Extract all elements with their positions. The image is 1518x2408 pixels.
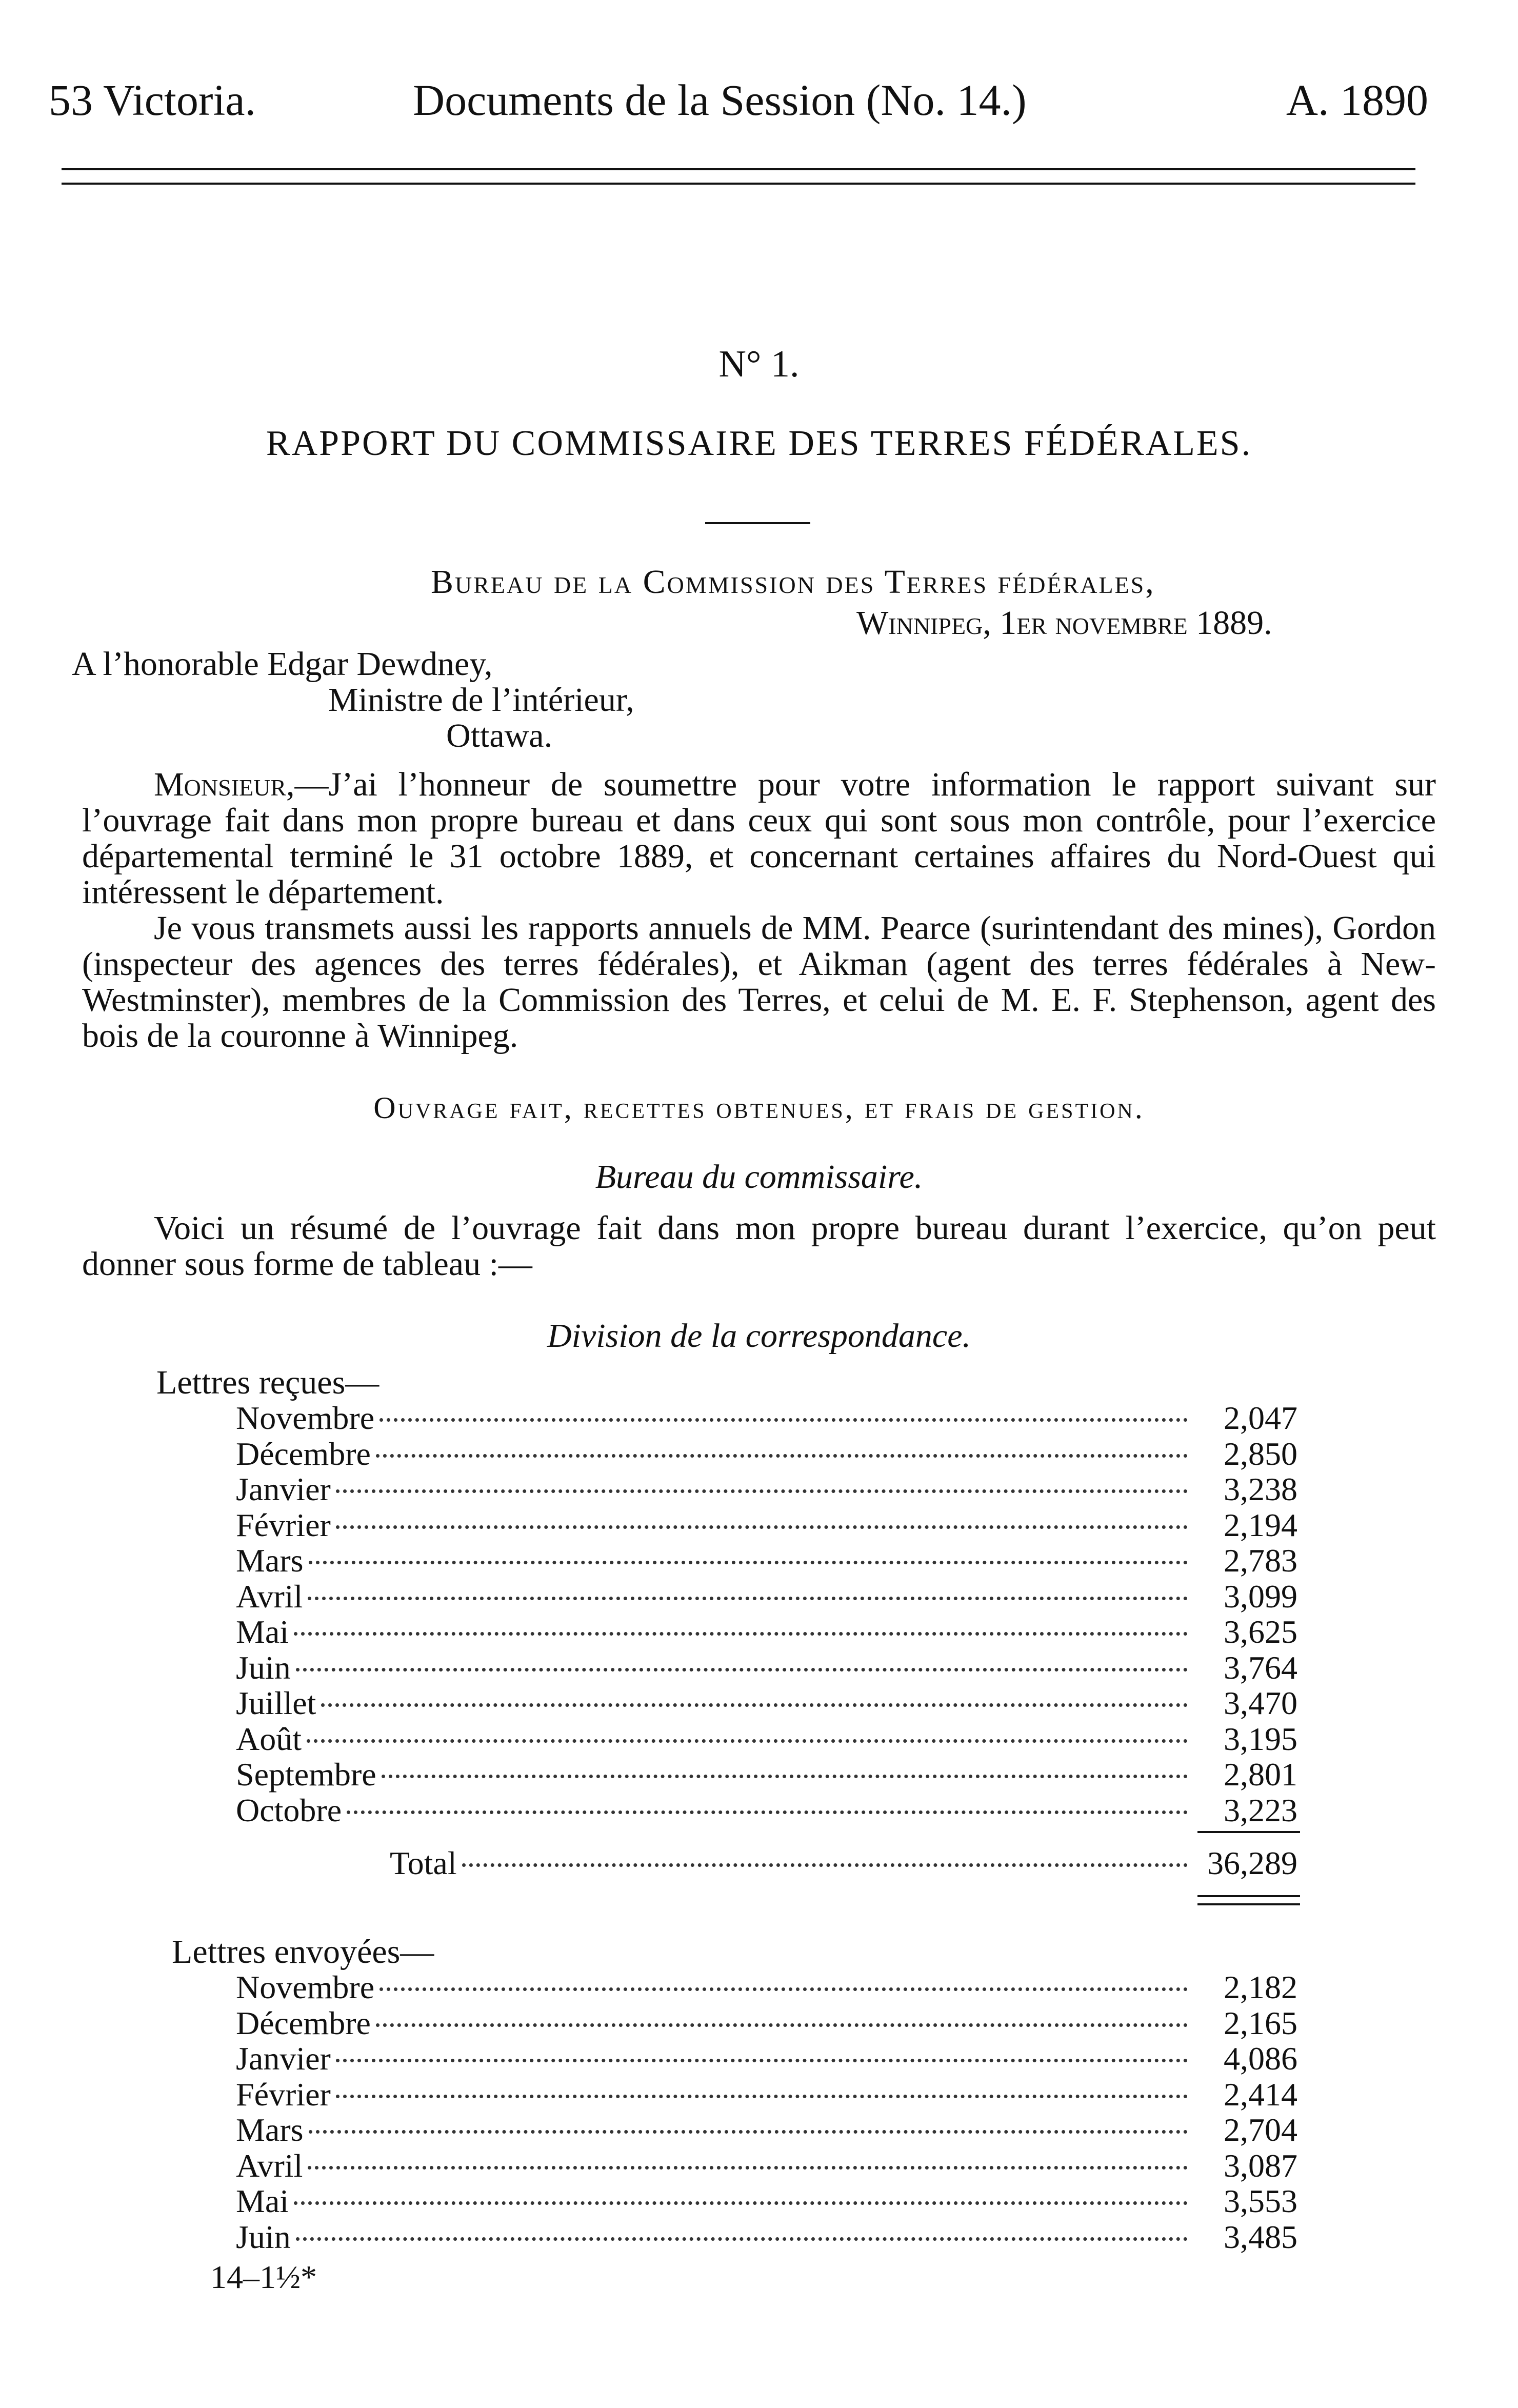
total-label: Total	[390, 1845, 457, 1881]
row-count: 3,223	[1224, 1792, 1297, 1828]
table-row	[236, 2005, 1297, 2041]
row-month: Novembre	[236, 1969, 375, 2005]
row-month: Mai	[236, 2183, 289, 2219]
table-row	[236, 1793, 1297, 1828]
row-month: Septembre	[236, 1756, 376, 1793]
total-top-rule	[1197, 1831, 1300, 1833]
leader-dots	[382, 1775, 1188, 1778]
row-count: 2,047	[1224, 1400, 1297, 1436]
division-heading: Division de la correspondance.	[547, 1317, 971, 1355]
addressee-name: A l’honorable Edgar Dewdney,	[72, 645, 493, 683]
row-month: Juin	[236, 2218, 291, 2255]
table-row	[236, 1579, 1297, 1615]
table-row	[236, 1757, 1297, 1793]
report-title: RAPPORT DU COMMISSAIRE DES TERRES FÉDÉRALES.	[266, 424, 1252, 463]
row-month: Janvier	[236, 2040, 331, 2077]
leader-dots	[376, 1454, 1188, 1458]
row-month: Février	[236, 1506, 331, 1543]
section-heading: Ouvrage fait, recettes obtenues, et frais de gestion.	[373, 1091, 1145, 1125]
row-count: 2,783	[1224, 1542, 1297, 1579]
leader-dots	[308, 1597, 1188, 1600]
row-month: Août	[236, 1720, 302, 1757]
table-row	[236, 1721, 1297, 1757]
leader-dots	[296, 2237, 1188, 2241]
table-row	[236, 1507, 1297, 1543]
row-count: 3,553	[1224, 2183, 1297, 2219]
sender-office: Bureau de la Commission des Terres fédérales,	[431, 563, 1155, 601]
section-paragraph: Voici un résumé de l’ouvrage fait dans mon propre bureau durant l’exercice, qu’on peut donner sous forme de tableau :—	[82, 1209, 1436, 1283]
row-count: 2,801	[1224, 1756, 1297, 1793]
row-month: Octobre	[236, 1792, 342, 1828]
sender-place-date-text: Winnipeg, 1er novembre 1889.	[856, 604, 1272, 642]
row-count: 3,087	[1224, 2147, 1297, 2184]
letter-paragraph-2: Je vous transmets aussi les rapports annuels de MM. Pearce (surintendant des mines), Gordon (inspecteur des agences des terres fédérales), et Aikman (agent des terres fédérales à New-Westminster), membres de la Commission des Terres, et celui de M. E. F. Stephenson, agent des bois de la couronne à Winnipeg.	[82, 909, 1436, 1054]
row-month: Avril	[236, 2147, 303, 2184]
leader-dots	[321, 1703, 1188, 1707]
row-count: 2,704	[1224, 2112, 1297, 2148]
total-double-rule	[1197, 1895, 1300, 1905]
running-header-right: A. 1890	[1286, 75, 1428, 125]
row-count: 2,414	[1224, 2076, 1297, 2113]
leader-dots	[296, 1668, 1188, 1671]
leader-dots	[307, 1739, 1188, 1743]
sender-place-date	[856, 603, 1272, 644]
running-header	[49, 72, 1428, 128]
row-count: 2,194	[1224, 1506, 1297, 1543]
table-row	[236, 1614, 1297, 1650]
row-month: Janvier	[236, 1471, 331, 1507]
running-header-left: 53 Victoria.	[49, 75, 256, 125]
row-count: 2,165	[1224, 2004, 1297, 2041]
leader-dots	[309, 1561, 1188, 1564]
letters-sent-label: Lettres envoyées—	[172, 1933, 434, 1971]
row-count: 3,238	[1224, 1471, 1297, 1507]
table-row	[236, 1969, 1297, 2005]
row-month: Avril	[236, 1578, 303, 1615]
section-subheading: Bureau du commissaire.	[595, 1158, 923, 1196]
document-number: N° 1.	[718, 343, 800, 385]
table-row	[236, 2219, 1297, 2255]
letters-received-total-row	[390, 1844, 1297, 1882]
row-month: Février	[236, 2076, 331, 2113]
row-count: 3,470	[1224, 1685, 1297, 1721]
leader-dots	[294, 2201, 1188, 2205]
table-row	[236, 2183, 1297, 2219]
table-row	[236, 1471, 1297, 1507]
leader-dots	[376, 2023, 1188, 2027]
row-count: 4,086	[1224, 2040, 1297, 2077]
table-row	[236, 1543, 1297, 1579]
addressee-city: Ottawa.	[446, 717, 553, 754]
row-count: 2,182	[1224, 1969, 1297, 2005]
row-count: 3,625	[1224, 1614, 1297, 1650]
leader-dots	[336, 1489, 1188, 1493]
leader-dots	[336, 2095, 1188, 2098]
signature-mark: 14–1½*	[210, 2259, 317, 2295]
row-count: 2,850	[1224, 1435, 1297, 1472]
row-month: Mars	[236, 1542, 304, 1579]
letter-paragraph-1	[82, 767, 1436, 910]
table-row	[236, 2041, 1297, 2077]
leader-dots	[462, 1863, 1188, 1867]
row-month: Juin	[236, 1649, 291, 1686]
total-value: 36,289	[1207, 1845, 1297, 1881]
leader-dots	[380, 1987, 1188, 1991]
row-month: Mars	[236, 2112, 304, 2148]
row-month: Novembre	[236, 1400, 375, 1436]
table-row	[236, 1400, 1297, 1436]
leader-dots	[347, 1810, 1188, 1814]
leader-dots	[336, 1525, 1188, 1529]
leader-dots	[336, 2059, 1188, 2062]
table-row	[236, 2077, 1297, 2113]
row-month: Mai	[236, 1614, 289, 1650]
table-row	[236, 1650, 1297, 1686]
letters-received-table	[236, 1400, 1297, 1828]
row-count: 3,485	[1224, 2218, 1297, 2255]
row-month: Juillet	[236, 1685, 316, 1721]
row-count: 3,764	[1224, 1649, 1297, 1686]
leader-dots	[294, 1632, 1188, 1636]
leader-dots	[309, 2130, 1188, 2134]
row-month: Décembre	[236, 1435, 371, 1472]
header-double-rule	[62, 168, 1415, 185]
row-count: 3,099	[1224, 1578, 1297, 1615]
letters-received-label: Lettres reçues—	[156, 1364, 380, 1401]
table-row	[236, 2148, 1297, 2184]
leader-dots	[308, 2166, 1188, 2170]
table-row	[236, 2112, 1297, 2148]
table-row	[236, 1685, 1297, 1721]
running-header-center: Documents de la Session (No. 14.)	[413, 75, 1027, 125]
row-count: 3,195	[1224, 1720, 1297, 1757]
salutation: Monsieur,	[154, 766, 295, 803]
paragraph-1-text: —J’ai l’honneur de soumettre pour votre information le rapport suivant sur l’ouvrage fait dans mon propre bureau et dans ceux qui sont sous mon contrôle, pour l’exercice départemental terminé le 31 octobre 1889, et concernant certaines affaires du Nord-Ouest qui intéressent le département.	[82, 766, 1436, 911]
table-row	[236, 1436, 1297, 1472]
row-month: Décembre	[236, 2004, 371, 2041]
title-divider	[705, 522, 810, 524]
addressee-title: Ministre de l’intérieur,	[328, 681, 634, 719]
leader-dots	[380, 1418, 1188, 1422]
letters-sent-table	[236, 1969, 1297, 2255]
